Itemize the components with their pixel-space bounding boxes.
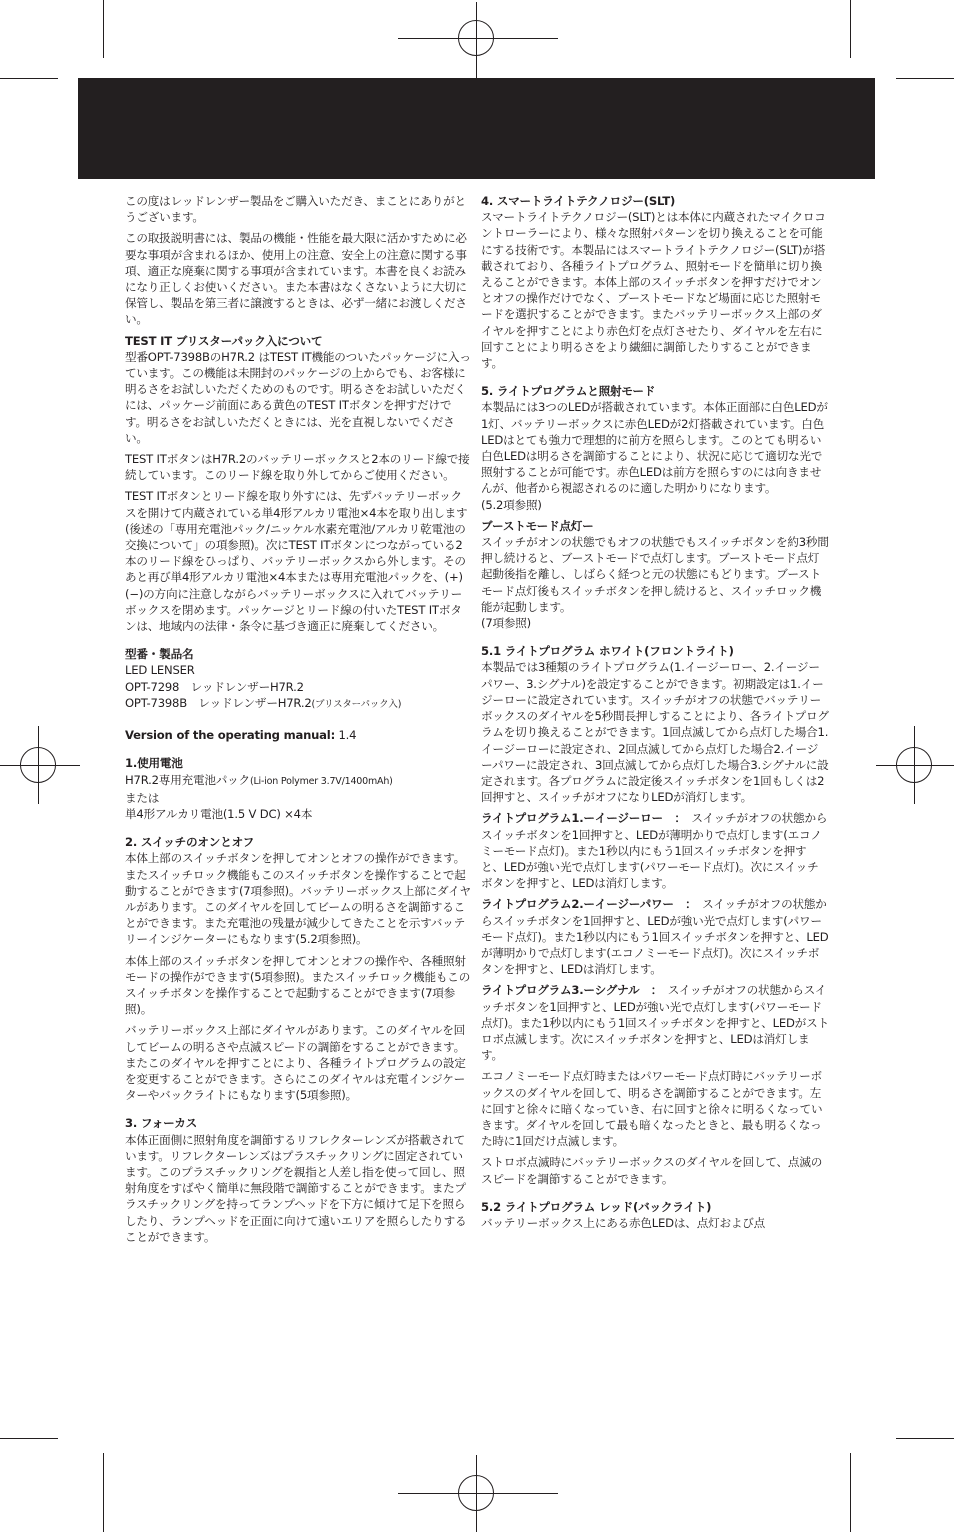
blister-heading: TEST IT ブリスターパック入について <box>125 333 323 348</box>
switch-paragraph-1: 本体上部のスイッチボタンを押してオンとオフの操作ができます。またスイッチロック機能もこのスイッチボタンを操作することで起動することができます(7項参照)。バッテリーボックス上部にダイヤルがあります。このダイヤルを回してビームの明るさを調節することができます。また充電池の残量が減少してきたことを示すバッテリーインジケーターにもなります(5.2項参照)。 <box>125 851 471 947</box>
battery-heading: 1.使用電池 <box>125 756 183 771</box>
program-heading: 5. ライトプログラムと照射モード <box>481 384 656 399</box>
red-program-heading: 5.2 ライトプログラム レッド(バックライト) <box>481 1199 712 1214</box>
version-label: Version of the operating manual: <box>125 728 336 743</box>
battery-line-1-text: H7R.2専用充電池パック <box>125 772 250 787</box>
right-column <box>481 193 829 1236</box>
slt-heading: 4. スマートライトテクノロジー(SLT) <box>481 194 676 208</box>
light-program-3-paragraph <box>481 982 829 1063</box>
version-line <box>125 727 471 743</box>
economy-paragraph: エコノミーモード点灯時またはパワーモード点灯時にバッテリーボックスのダイヤルを回して、明るさを調節することができます。左に回すと徐々に暗くなっていき、右に回すと徐々に明るくなっていきます。ダイヤルを回して最も暗くなったときと、最も明るくなった時に1回だけ点滅します。 <box>481 1069 823 1149</box>
switch-paragraph-2: 本体上部のスイッチボタンを押してオンとオフの操作や、各種照射モードの操作ができます(5項参照)。またスイッチロック機能もこのスイッチボタンを操作することで起動することができます(7項参照)。 <box>125 953 471 1017</box>
model-brand: LED LENSER <box>125 663 195 678</box>
intro-paragraph-2: この取扱説明書には、製品の機能・性能を最大限に活かすために必要な事項が含まれるほか、使用上の注意、安全上の注意に関する事項、適正な廃棄に関する事項が含まれています。本書を良くお読みになり正しくお使いください。また本書はなくさないように大切に保管し、製品を第三者に譲渡するときは、必ず一緒にお渡しください。 <box>125 231 467 327</box>
white-program-heading: 5.1 ライトプログラム ホワイト(フロントライト) <box>481 644 734 659</box>
focus-heading: 3. フォーカス <box>125 1116 198 1131</box>
version-value: 1.4 <box>335 728 357 743</box>
light-program-2-paragraph <box>481 896 829 977</box>
slt-paragraph-1: スマートライトテクノロジー(SLT)とは本体に内蔵されたマイクロコントローラーにより、様々な照射パターンを切り換えることを可能にする技術です。本製品にはスマートライトテクノロジー(SLT)が搭載されており、各種ライトプログラム、照射モードを簡単に切り換えることができます。本体上部のスイッチボタンを押すだけでオンとオフの操作だけでなく、ブーストモードなど場面に応じた照射モードを選択することができます。またバッテリーボックス上部のダイヤルを押すことにより赤色灯を点灯させたり、ダイヤルを左右に回すことにより明るさをより繊細に調節したりすることができます。 <box>481 210 826 371</box>
boost-paragraph-1: スイッチがオンの状態でもオフの状態でもスイッチボタンを約3秒間押し続けると、ブーストモードで点灯します。ブーストモード点灯起動後指を離し、しばらく経つと元の状態にもどります。ブーストモード点灯後もスイッチボタンを押し続けると、スイッチロック機能が起動します。 (7項参照) <box>481 535 829 631</box>
light-program-1-text: スイッチがオフの状態からスイッチボタンを1回押すと、LEDが薄明かりで点灯します(エコノミーモード点灯)。また1秒以内にもう1回スイッチボタンを押すと、LEDが強い光で点灯します(パワーモード点灯)。次にスイッチボタンを押すと、LEDは消灯します。 <box>481 811 828 891</box>
battery-line-1 <box>125 772 471 790</box>
model-line-1: OPT-7298 レッドレンザーH7R.2 <box>125 679 304 694</box>
switch-paragraph-3: バッテリーボックス上部にダイヤルがあります。このダイヤルを回してビームの明るさや点滅スピードの調節をすることができます。またこのダイヤルを押すことにより、各種ライトプログラムの設定を変更することができます。さらにこのダイヤルは充電インジケーターやバックライトにもなります(5項参照)。 <box>125 1023 466 1103</box>
focus-paragraph-1: 本体正面側に照射角度を調節するリフレクターレンズが搭載されています。リフレクターレンズはプラスチックリングに固定されています。このプラスチックリングを親指と人差し指を使って回し、照射角度をすばやく簡単に無段階で調節することができます。またプラスチックリングを持ってランプヘッドを下方に傾けて足下を照らしたり、ランプヘッドを正面に向けて遠いエリアを照らしたりすることができます。 <box>125 1132 467 1244</box>
header-band <box>78 78 875 179</box>
light-program-1-label: ライトプログラム1.ーイージーロー ： <box>481 811 680 826</box>
left-column <box>125 193 471 1250</box>
battery-line-1-suffix: (Li-ion Polymer 3.7V/1400mAh) <box>249 775 393 787</box>
red-program-paragraph-1: バッテリーボックス上にある赤色LEDは、点灯および点 <box>481 1215 766 1230</box>
switch-heading: 2. スイッチのオンとオフ <box>125 835 255 850</box>
light-program-2-label: ライトプログラム2.ーイージーパワー ： <box>481 897 691 912</box>
blister-paragraph-1: 型番OPT-7398BのH7R.2 はTEST IT機能のついたパッケージに入っています。この機能は未開封のパッケージの上からでも、お客様に明るさをお試しいただくためのものです。明るさをお試しいただくには、パッケージ前面にある黄色のTEST ITボタンを押すだけです。明るさをお試しいただくときには、光を直視しないでください。 <box>125 349 471 445</box>
light-program-3-label: ライトプログラム3.ーシグナル ： <box>481 983 657 998</box>
program-paragraph-1: 本製品には3つのLEDが搭載されています。本体正面部に白色LEDが1灯、バッテリーボックスに赤色LEDが2灯搭載されています。白色LEDはとても強力で理想的に前方を照らします。このとても明るい白色LEDは明るさを調節することにより、状況に応じて適切な光で照射することが可能です。赤色LEDは前方を照らすのには向きませんが、他者から視認されるのに適した明かりになります。 (5.2項参照) <box>481 400 828 512</box>
battery-line-3: 単4形アルカリ電池(1.5 V DC) ×4本 <box>125 806 313 821</box>
model-line-2-suffix: (ブリスターパック入) <box>311 698 402 710</box>
white-program-paragraph-1: 本製品では3種類のライトプログラム(1.イージーロー、2.イージーパワー、3.シグナル)を設定することができます。初期設定は1.イージーローに設定されています。スイッチがオフの状態でバッテリーボックスのダイヤルを5秒間長押しすることにより、各ライトプログラムを切り換えることができます。1回点滅してから点灯した場合1.イージーローに設定され、2回点滅してから点灯した場合2.イージーパワーに設定され、3回点滅してから点灯した場合3.シグナルに設定されます。各プログラムに設定後スイッチボタンを1回もしくは2回押すと、スイッチがオフになりLEDが消灯します。 <box>481 660 829 805</box>
model-line-2-text: OPT-7398B レッドレンザーH7R.2 <box>125 695 312 710</box>
light-program-2-text: スイッチがオフの状態からスイッチボタンを1回押すと、LEDが強い光で点灯します(パワーモード点灯)。また1秒以内にもう1回スイッチボタンを押すと、LEDが薄明かりで点灯します(エコノミーモード点灯)。次にスイッチボタンを押すと、LEDは消灯します。 <box>481 897 829 977</box>
blister-paragraph-2: TEST ITボタンはH7R.2のバッテリーボックスと2本のリード線で接続しています。このリード線を取り外してからご使用ください。 <box>125 452 470 483</box>
model-heading: 型番・製品名 <box>125 647 194 662</box>
light-program-3-text: スイッチがオフの状態からスイッチボタンを1回押すと、LEDが強い光で点灯します(パワーモード点灯)。また1秒以内にもう1回スイッチボタンを押すと、LEDがストロボ点滅します。次にスイッチボタンを押すと、LEDは消灯します。 <box>481 983 829 1063</box>
strobe-paragraph: ストロボ点滅時にバッテリーボックスのダイヤルを回して、点滅のスピードを調節することができます。 <box>481 1155 823 1186</box>
model-line-2 <box>125 695 471 713</box>
battery-line-2: または <box>125 790 160 805</box>
blister-paragraph-3: TEST ITボタンとリード線を取り外すには、先ずバッテリーボックスを開けて内蔵されている単4形アルカリ電池×4本を取り出します(後述の「専用充電池パック/ニッケル水素充電池/アルカリ乾電池の交換について」の項参照)。次にTEST ITボタンにつながっている2本のリード線をひっぱり、バッテリーボックスから外します。そのあと再び単4形アルカリ電池×4本または専用充電池パックを、(+)(−)の方向に注意しながらバッテリーボックスに入れてバッテリーボックスを閉めます。パッケージとリード線の付いたTEST ITボタンは、地域内の法律・条令に基づき適正に廃棄してください。 <box>125 489 468 634</box>
boost-heading: ブーストモード点灯ー <box>481 518 594 533</box>
light-program-1-paragraph <box>481 810 829 891</box>
intro-paragraph-1: この度はレッドレンザー製品をご購入いただき、まことにありがとうございます。 <box>125 194 466 225</box>
